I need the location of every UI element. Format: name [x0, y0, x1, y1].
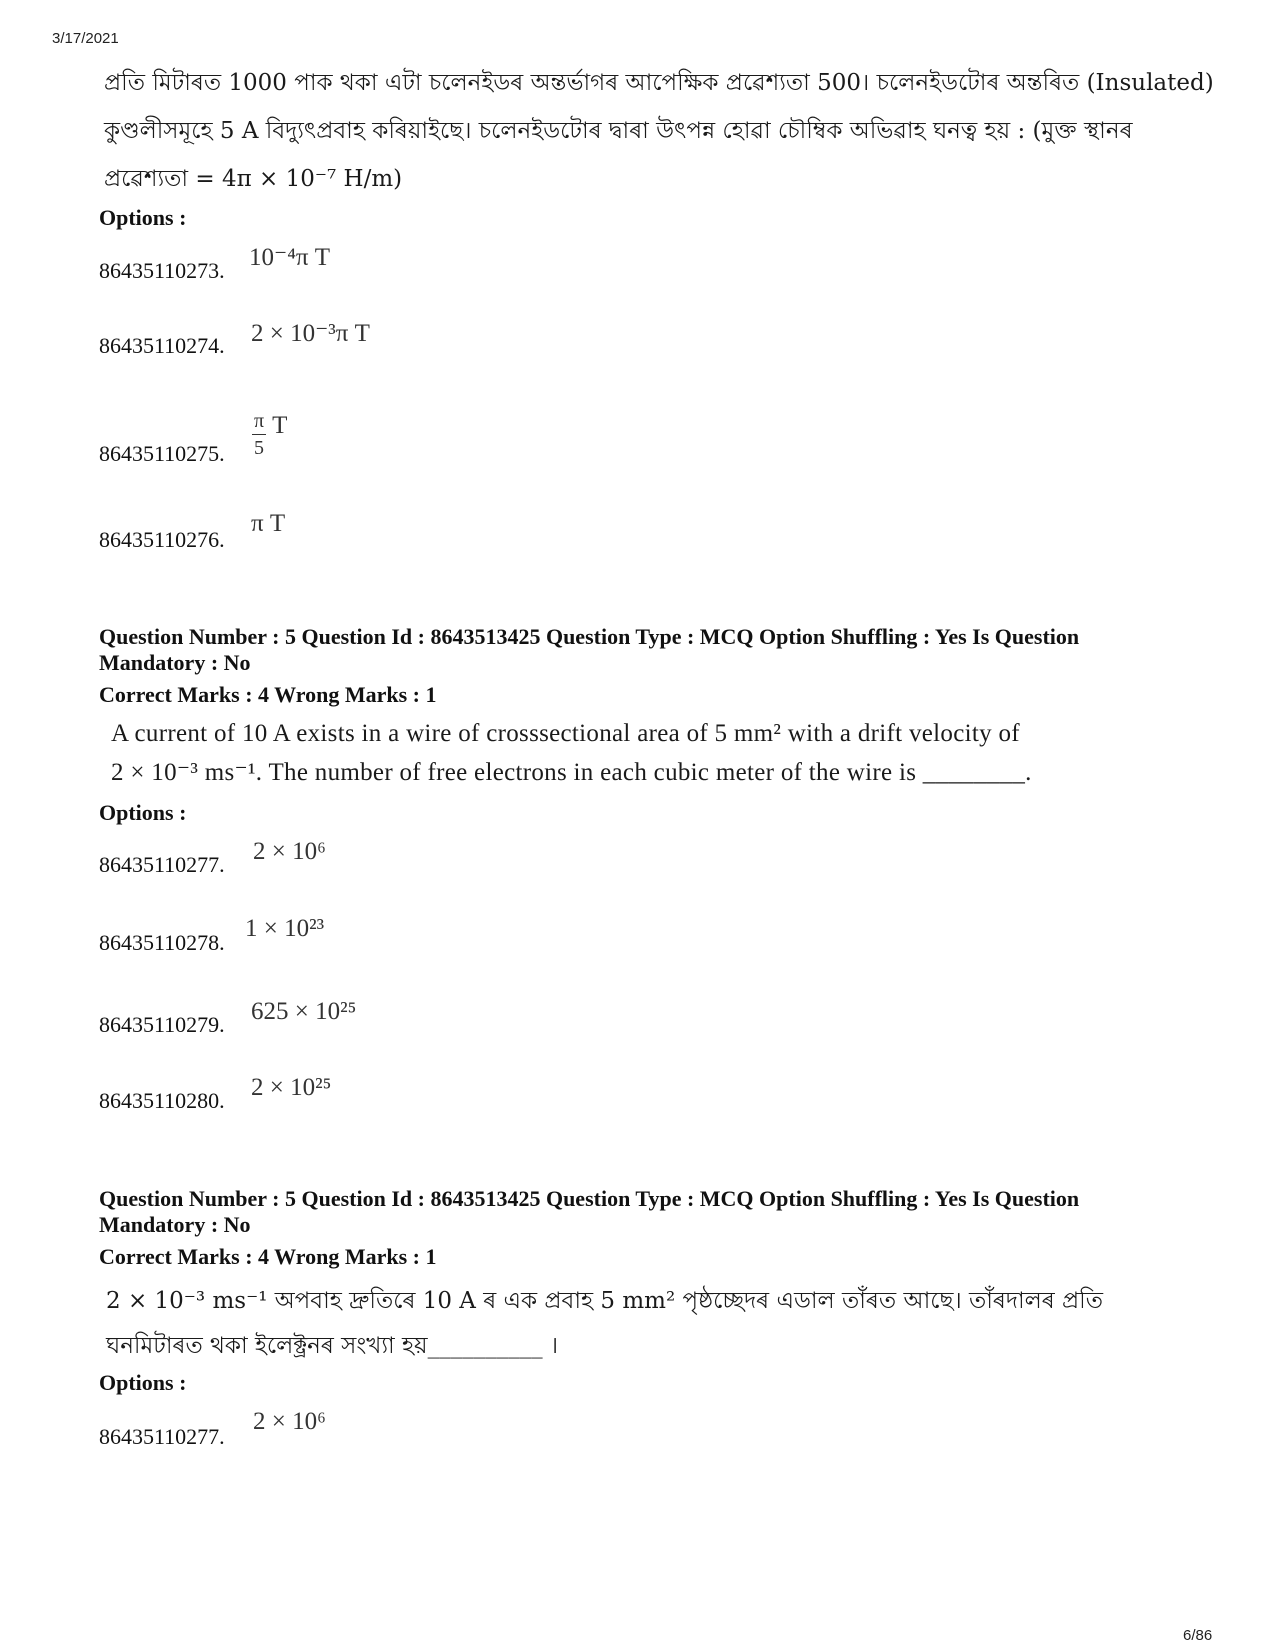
page-number: 6/86 — [1183, 1627, 1213, 1644]
q5-as-meta-line-1: Question Number : 5 Question Id : 8643513425 Question Type : MCQ Option Shuffling : Yes Is Question — [99, 1186, 1080, 1211]
q4-options-label: Options : — [99, 205, 187, 230]
q5-as-option-id-1: 86435110277. — [99, 1424, 225, 1449]
q5-en-option-id-3: 86435110279. — [99, 1012, 225, 1037]
q4-text-line-3: প্ৰৱেশ্যতা = 4π × 10⁻⁷ H/m) — [104, 166, 403, 192]
q5-en-option-id-1: 86435110277. — [99, 852, 225, 877]
fraction-numerator: π — [254, 410, 265, 432]
fraction-unit: T — [272, 411, 288, 439]
q5-as-text-line-1: 2 × 10⁻³ ms⁻¹ অপবাহ দ্ৰুতিৰে 10 A ৰ এক প্ৰবাহ 5 mm² পৃষ্ঠচ্ছেদৰ এডাল তাঁৰত আছে। তাঁৰদালৰ প্ৰতি — [106, 1288, 1104, 1314]
q5-en-meta-line-2: Mandatory : No — [99, 650, 251, 675]
q5-en-options-label: Options : — [99, 800, 187, 825]
q4-option-id-1: 86435110273. — [99, 258, 225, 283]
q4-option-id-2: 86435110274. — [99, 333, 225, 358]
q5-en-marks: Correct Marks : 4 Wrong Marks : 1 — [99, 682, 437, 707]
fraction-bar — [252, 434, 266, 435]
print-date: 3/17/2021 — [52, 30, 119, 47]
q5-as-marks: Correct Marks : 4 Wrong Marks : 1 — [99, 1244, 437, 1269]
q5-en-option-id-2: 86435110278. — [99, 930, 225, 955]
q4-option-value-1: 10⁻⁴π T — [249, 244, 331, 271]
q4-option-value-2: 2 × 10⁻³π T — [251, 320, 370, 347]
q5-en-meta-line-1: Question Number : 5 Question Id : 8643513425 Question Type : MCQ Option Shuffling : Yes Is Question — [99, 624, 1080, 649]
q5-as-option-value-1: 2 × 10⁶ — [253, 1408, 326, 1435]
q5-as-text-line-2: ঘনমিটাৰত থকা ইলেক্ট্ৰনৰ সংখ্যা হয়__________ । — [106, 1333, 559, 1359]
q5-en-option-id-4: 86435110280. — [99, 1088, 225, 1113]
q4-text-line-2: কুণ্ডলীসমূহে 5 A বিদ্যুৎপ্ৰবাহ কৰিয়াইছে। চলেনইডটোৰ দ্বাৰা উৎপন্ন হোৱা চৌম্বিক অভিৱাহ ঘনত্ব হয় : (মুক্ত স্থানৰ — [104, 118, 1133, 144]
fraction-denominator: 5 — [254, 437, 265, 459]
q5-en-option-value-4: 2 × 10²⁵ — [251, 1074, 332, 1101]
q4-text-line-1: প্ৰতি মিটাৰত 1000 পাক থকা এটা চলেনইডৰ অন্তৰ্ভাগৰ আপেক্ষিক প্ৰৱেশ্যতা 500। চলেনইডটোৰ অন্তৰিত (Insulated) — [104, 70, 1214, 96]
q5-en-option-value-2: 1 × 10²³ — [245, 915, 325, 942]
fraction — [252, 410, 266, 459]
q4-option-id-3: 86435110275. — [99, 441, 225, 466]
q5-as-meta-line-2: Mandatory : No — [99, 1212, 251, 1237]
q5-en-option-value-3: 625 × 10²⁵ — [251, 998, 357, 1025]
q5-as-options-label: Options : — [99, 1370, 187, 1395]
q4-option-value-3 — [252, 410, 287, 459]
q5-en-option-value-1: 2 × 10⁶ — [253, 838, 326, 865]
q5-en-text-line-2: 2 × 10⁻³ ms⁻¹. The number of free electrons in each cubic meter of the wire is ________. — [111, 759, 1032, 786]
q4-option-id-4: 86435110276. — [99, 527, 225, 552]
q4-option-value-4: π T — [251, 510, 286, 537]
q5-en-text-line-1: A current of 10 A exists in a wire of crosssectional area of 5 mm² with a drift velocity of — [111, 720, 1020, 747]
